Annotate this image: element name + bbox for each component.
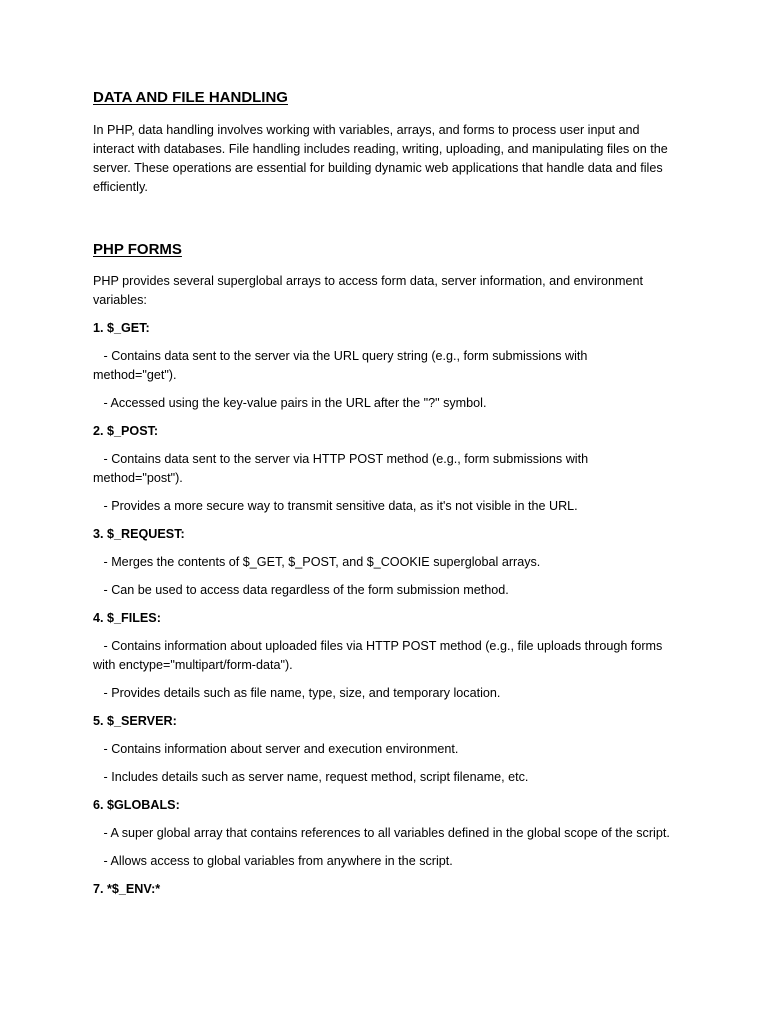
- section-get: [93, 319, 673, 413]
- section-env: [93, 880, 673, 899]
- section-title: 7. *$_ENV:*: [93, 882, 161, 896]
- document-title: DATA AND FILE HANDLING: [93, 89, 288, 106]
- section-title: 6. $GLOBALS:: [93, 798, 180, 812]
- bullet-item: - Contains information about uploaded files via HTTP POST method (e.g., file uploads through forms with enctype="multipart/form-data").: [93, 639, 666, 672]
- section-title: 1. $_GET:: [93, 321, 150, 335]
- bullet-item: - Includes details such as server name, request method, script filename, etc.: [93, 770, 529, 784]
- forms-intro-paragraph: PHP provides several superglobal arrays to access form data, server information, and environment variables:: [93, 274, 643, 307]
- bullet-item: - Can be used to access data regardless of the form submission method.: [93, 583, 509, 597]
- section-title: 3. $_REQUEST:: [93, 527, 185, 541]
- bullet-item: - Contains information about server and execution environment.: [93, 742, 459, 756]
- section-title: 5. $_SERVER:: [93, 714, 177, 728]
- bullet-item: - Provides details such as file name, type, size, and temporary location.: [93, 686, 501, 700]
- section-post: [93, 422, 673, 516]
- bullet-item: - Allows access to global variables from anywhere in the script.: [93, 854, 453, 868]
- document-page: [93, 89, 673, 908]
- bullet-item: - Provides a more secure way to transmit sensitive data, as it's not visible in the URL.: [93, 499, 578, 513]
- section-globals: [93, 796, 673, 871]
- section-title: 4. $_FILES:: [93, 611, 161, 625]
- bullet-item: - Contains data sent to the server via HTTP POST method (e.g., form submissions with method="post").: [93, 452, 592, 485]
- bullet-item: - Contains data sent to the server via the URL query string (e.g., form submissions with method="get").: [93, 349, 591, 382]
- forms-heading: PHP FORMS: [93, 241, 182, 258]
- bullet-item: - A super global array that contains references to all variables defined in the global scope of the script.: [93, 826, 670, 840]
- bullet-item: - Accessed using the key-value pairs in the URL after the "?" symbol.: [93, 396, 487, 410]
- intro-paragraph: In PHP, data handling involves working with variables, arrays, and forms to process user input and interact with databases. File handling includes reading, writing, uploading, and manipulating files on the server. These operations are essential for building dynamic web applications that handle data and files efficiently.: [93, 123, 668, 194]
- section-title: 2. $_POST:: [93, 424, 159, 438]
- section-request: [93, 525, 673, 600]
- section-files: [93, 609, 673, 703]
- section-server: [93, 712, 673, 787]
- bullet-item: - Merges the contents of $_GET, $_POST, and $_COOKIE superglobal arrays.: [93, 555, 541, 569]
